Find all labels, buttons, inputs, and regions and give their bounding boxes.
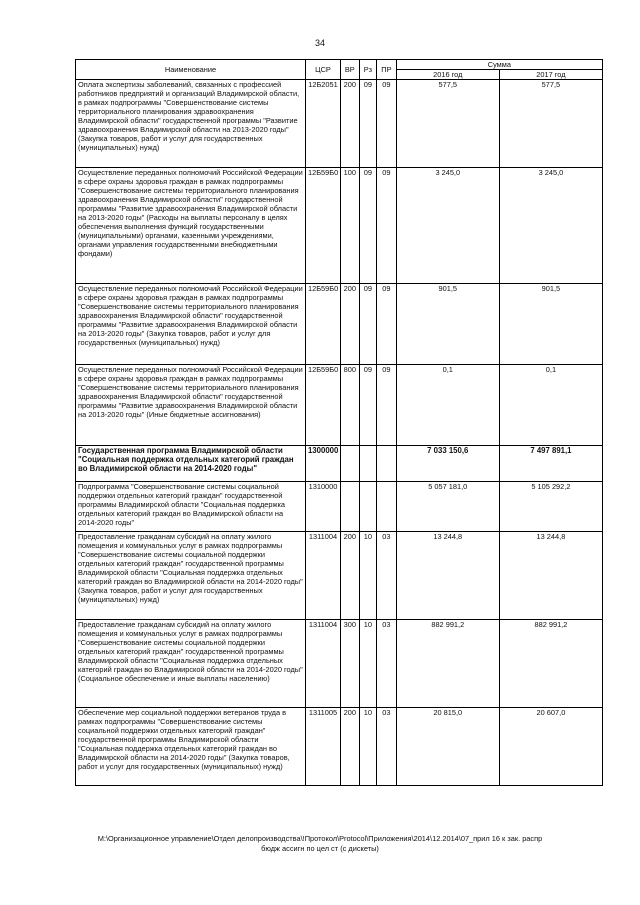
cell-year-2016: 901,5: [396, 284, 499, 365]
cell-name: Предоставление гражданам субсидий на оплату жилого помещения и коммунальных услуг в рамках подпрограммы "Совершенствование системы социальной поддержки отдельных категорий граждан" государственной программы Владимирской области "Социальная поддержка отдельных категорий граждан во Владимирской области на 2014-2020 годы" (Социальное обеспечение и иные выплаты населению): [76, 620, 306, 708]
cell-year-2017: 577,5: [499, 80, 602, 168]
cell-name: Предоставление гражданам субсидий на оплату жилого помещения и коммунальных услуг в рамках подпрограммы "Совершенствование системы социальной поддержки отдельных категорий граждан" государственной программы Владимирской области "Социальная поддержка отдельных категорий граждан во Владимирской области на 2014-2020 годы" (Закупка товаров, работ и услуг для государственных (муниципальных) нужд): [76, 532, 306, 620]
table-row: [76, 482, 603, 532]
footer-line-2: бюдж ассигн по цел ст (с дискеты): [261, 844, 379, 853]
cell-vr: 200: [341, 284, 360, 365]
cell-vr: [341, 482, 360, 532]
table-row: [76, 532, 603, 620]
cell-rz: [359, 482, 377, 532]
cell-name: Осуществление переданных полномочий Российской Федерации в сфере охраны здоровья граждан в рамках подпрограммы "Совершенствование системы территориального планирования здравоохранения Владимирской области" государственной программы "Развитие здравоохранения Владимирской области на 2013-2020 годы" (Закупка товаров, работ и услуг для государственных (муниципальных) нужд): [76, 284, 306, 365]
cell-rz: 09: [359, 80, 377, 168]
cell-year-2016: 577,5: [396, 80, 499, 168]
cell-year-2016: 3 245,0: [396, 168, 499, 284]
cell-year-2016: 0,1: [396, 365, 499, 446]
cell-vr: 200: [341, 532, 360, 620]
cell-year-2016: 7 033 150,6: [396, 446, 499, 482]
header-name: Наименование: [76, 60, 306, 80]
budget-table: [75, 59, 603, 786]
cell-csr: 12Б59Б0: [305, 284, 340, 365]
cell-year-2016: 5 057 181,0: [396, 482, 499, 532]
cell-year-2016: 20 815,0: [396, 708, 499, 786]
cell-csr: 1311004: [305, 532, 340, 620]
table-row: [76, 620, 603, 708]
cell-name: Государственная программа Владимирской области "Социальная поддержка отдельных категорий граждан во Владимирской области на 2014-2020 годы": [76, 446, 306, 482]
cell-year-2017: 13 244,8: [499, 532, 602, 620]
cell-vr: 200: [341, 708, 360, 786]
cell-vr: 100: [341, 168, 360, 284]
header-year-2016: 2016 год: [396, 70, 499, 80]
cell-csr: 1311004: [305, 620, 340, 708]
cell-vr: 200: [341, 80, 360, 168]
cell-year-2017: 5 105 292,2: [499, 482, 602, 532]
cell-csr: 1311005: [305, 708, 340, 786]
cell-name: Обеспечение мер социальной поддержки ветеранов труда в рамках подпрограммы "Совершенствование системы социальной поддержки отдельных категорий граждан" государственной программы Владимирской области "Социальная поддержка отдельных категорий граждан во Владимирской области на 2014-2020 годы" (Закупка товаров, работ и услуг для государственных (муниципальных) нужд): [76, 708, 306, 786]
cell-rz: 09: [359, 168, 377, 284]
cell-year-2016: 13 244,8: [396, 532, 499, 620]
cell-year-2017: 0,1: [499, 365, 602, 446]
cell-year-2017: 901,5: [499, 284, 602, 365]
cell-pr: 03: [377, 708, 397, 786]
cell-year-2017: 882 991,2: [499, 620, 602, 708]
page-number: 34: [314, 38, 325, 48]
cell-pr: 03: [377, 532, 397, 620]
footer-line-1: М:\Организационное управление\Отдел делопроизводства\!Протокол\Protocol\Приложения\2014\12.2014\07_прил 16 к зак. распр: [97, 834, 543, 843]
cell-pr: [377, 482, 397, 532]
cell-csr: 12Б2051: [305, 80, 340, 168]
cell-year-2017: 7 497 891,1: [499, 446, 602, 482]
file-path-footer: [60, 834, 580, 854]
table-body: [76, 80, 603, 786]
cell-vr: 300: [341, 620, 360, 708]
cell-vr: 800: [341, 365, 360, 446]
table-row: [76, 168, 603, 284]
cell-name: Осуществление переданных полномочий Российской Федерации в сфере охраны здоровья граждан в рамках подпрограммы "Совершенствование системы территориального планирования здравоохранения Владимирской области" государственной программы "Развитие здравоохранения Владимирской области на 2013-2020 годы" (Расходы на выплаты персоналу в целях обеспечения выполнения функций государственными (муниципальными) органами, казенными учреждениями, органами управления государственными внебюджетными фондами): [76, 168, 306, 284]
cell-name: Оплата экспертизы заболеваний, связанных с профессией работников предприятий и организаций Владимирской области, в рамках подпрограммы "Совершенствование системы территориального планирования здравоохранения Владимирской области" государственной программы "Развитие здравоохранения Владимирской области на 2013-2020 годы" (Закупка товаров, работ и услуг для государственных (муниципальных) нужд): [76, 80, 306, 168]
cell-rz: 09: [359, 365, 377, 446]
cell-pr: 09: [377, 365, 397, 446]
cell-pr: 09: [377, 80, 397, 168]
cell-pr: 09: [377, 284, 397, 365]
table-row: [76, 708, 603, 786]
cell-csr: 1300000: [305, 446, 340, 482]
cell-rz: 10: [359, 708, 377, 786]
cell-csr: 1310000: [305, 482, 340, 532]
cell-pr: 09: [377, 168, 397, 284]
cell-name: Осуществление переданных полномочий Российской Федерации в сфере охраны здоровья граждан в рамках подпрограммы "Совершенствование системы территориального планирования здравоохранения Владимирской области" государственной программы "Развитие здравоохранения Владимирской области на 2013-2020 годы" (Иные бюджетные ассигнования): [76, 365, 306, 446]
cell-pr: [377, 446, 397, 482]
header-csr: ЦСР: [305, 60, 340, 80]
header-vr: ВР: [341, 60, 360, 80]
cell-year-2016: 882 991,2: [396, 620, 499, 708]
table-row: [76, 446, 603, 482]
cell-rz: [359, 446, 377, 482]
header-sum: Сумма: [396, 60, 602, 70]
cell-year-2017: 20 607,0: [499, 708, 602, 786]
cell-name: Подпрограмма "Совершенствование системы социальной поддержки отдельных категорий граждан" государственной программы Владимирской области "Социальная поддержка отдельных категорий граждан во Владимирской области на 2014-2020 годы": [76, 482, 306, 532]
cell-rz: 09: [359, 284, 377, 365]
cell-rz: 10: [359, 532, 377, 620]
table-row: [76, 365, 603, 446]
header-pr: ПР: [377, 60, 397, 80]
cell-csr: 12Б59Б0: [305, 168, 340, 284]
header-year-2017: 2017 год: [499, 70, 602, 80]
cell-year-2017: 3 245,0: [499, 168, 602, 284]
cell-vr: [341, 446, 360, 482]
header-rz: Рз: [359, 60, 377, 80]
cell-csr: 12Б59Б0: [305, 365, 340, 446]
cell-pr: 03: [377, 620, 397, 708]
table-row: [76, 284, 603, 365]
table-row: [76, 80, 603, 168]
cell-rz: 10: [359, 620, 377, 708]
